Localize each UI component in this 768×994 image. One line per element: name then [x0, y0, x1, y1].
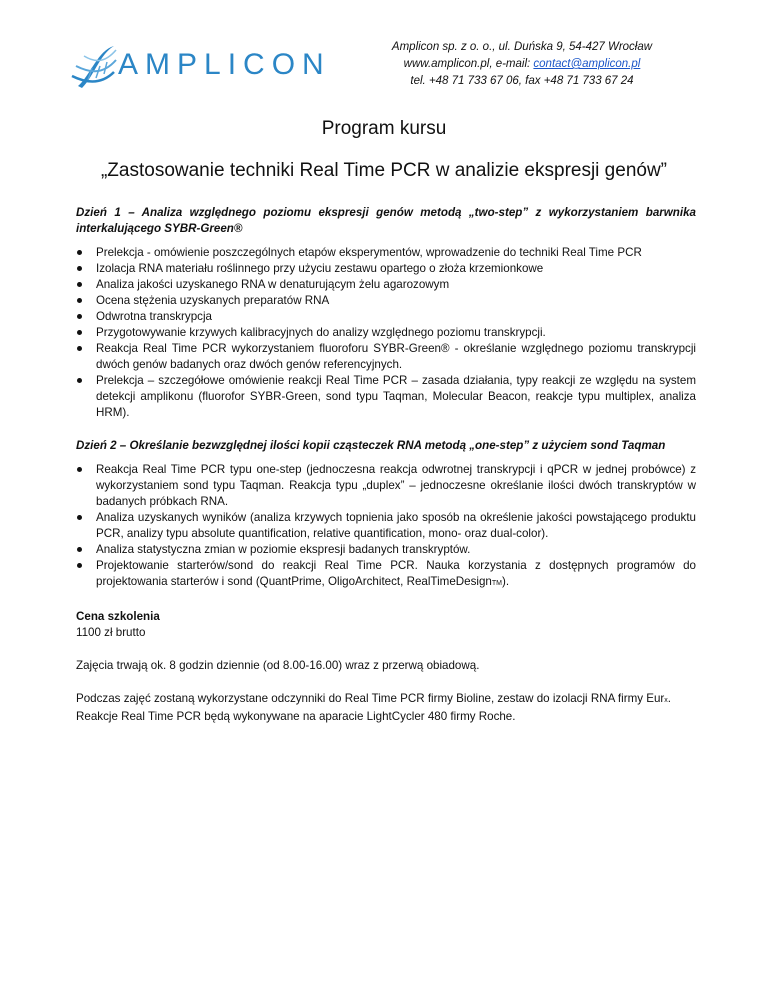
day2-heading: Dzień 2 – Określanie bezwzględnej ilości kopii cząsteczek RNA metodą „one-step” z użyciem sond Taqman	[76, 439, 666, 452]
list-item: Reakcja Real Time PCR typu one-step (jednoczesna reakcja odwrotnej transkrypcji i qPCR w jednej probówce) z wykorzystaniem sond typu Taqman. Reakcja typu „duplex” – jednoczesne określanie ilości dwóch transkryptów w badanych próbkach RNA.	[76, 462, 696, 510]
company-web-email	[372, 56, 672, 73]
list-item: Prelekcja - omówienie poszczególnych etapów eksperymentów, wprowadzenie do techniki Real Time PCR	[76, 245, 696, 261]
price-label: Cena szkolenia	[76, 610, 160, 623]
materials-line-1	[76, 691, 696, 709]
list-item: Odwrotna transkrypcja	[76, 309, 696, 325]
course-title: „Zastosowanie techniki Real Time PCR w analizie ekspresji genów”	[100, 160, 667, 181]
list-item: Analiza jakości uzyskanego RNA w denaturującym żelu agarozowym	[76, 277, 696, 293]
list-item-text: Projektowanie starterów/sond do reakcji Real Time PCR. Nauka korzystania z dostępnych programów do projektowania starterów i sond (QuantPrime, OligoArchitect, RealTimeDesign	[96, 559, 696, 588]
price-section	[76, 609, 696, 641]
list-item: Analiza uzyskanych wyników (analiza krzywych topnienia jako sposób na określenie jakości powstającego produktu PCR, analizy typu absolute quantification, relative quantification, mono- oraz dual-color).	[76, 510, 696, 542]
day1-list	[76, 245, 696, 421]
materials-section	[76, 691, 696, 725]
list-item: Przygotowywanie krzywych kalibracyjnych do analizy względnego poziomu transkrypcji.	[76, 325, 696, 341]
company-web: www.amplicon.pl, e-mail:	[403, 58, 534, 70]
company-phone: tel. +48 71 733 67 06, fax +48 71 733 67 24	[410, 75, 634, 87]
day1-heading: Dzień 1 – Analiza względnego poziomu ekspresji genów metodą „two-step” z wykorzystaniem barwnika interkalującego SYBR-Green®	[76, 206, 696, 235]
course-content	[76, 205, 696, 725]
trademark-sub: TM	[491, 580, 502, 587]
list-item-end: ).	[501, 575, 510, 588]
materials-end: .	[667, 692, 672, 705]
list-item: Izolacja RNA materiału roślinnego przy użyciu zestawu opartego o złoża krzemionkowe	[76, 261, 696, 277]
materials-sub: x	[664, 697, 668, 704]
day2-list	[76, 462, 696, 592]
logo-wordmark: AMPLICON	[118, 48, 331, 81]
company-info	[372, 39, 672, 90]
list-item: Ocena stężenia uzyskanych preparatów RNA	[76, 293, 696, 309]
materials-line-2: Reakcje Real Time PCR będą wykonywane na aparacie LightCycler 480 firmy Roche.	[76, 710, 516, 723]
list-item: Analiza statystyczna zmian w poziomie ekspresji badanych transkryptów.	[76, 542, 696, 558]
materials-text: Podczas zajęć zostaną wykorzystane odczynniki do Real Time PCR firmy Bioline, zestaw do izolacji RNA firmy Eur	[76, 692, 665, 705]
schedule-text: Zajęcia trwają ok. 8 godzin dziennie (od 8.00-16.00) wraz z przerwą obiadową.	[76, 659, 480, 672]
company-address: Amplicon sp. z o. o., ul. Duńska 9, 54-427 Wrocław	[391, 41, 653, 53]
list-item: Reakcja Real Time PCR wykorzystaniem fluoroforu SYBR-Green® - określanie względnego poziomu transkrypcji dwóch genów badanych oraz dwóch genów referencyjnych.	[76, 341, 696, 373]
list-item	[76, 558, 696, 592]
list-item: Prelekcja – szczegółowe omówienie reakcji Real Time PCR – zasada działania, typy reakcji ze względu na system detekcji amplikonu (fluorofor SYBR-Green, sond typu Taqman, Molecular Beacon, reakcje typu multiplex, analiza HRM).	[76, 373, 696, 421]
page-title: Program kursu	[321, 118, 447, 139]
price-value: 1100 zł brutto	[76, 626, 146, 639]
company-email-link[interactable]: contact@amplicon.pl	[533, 58, 641, 70]
